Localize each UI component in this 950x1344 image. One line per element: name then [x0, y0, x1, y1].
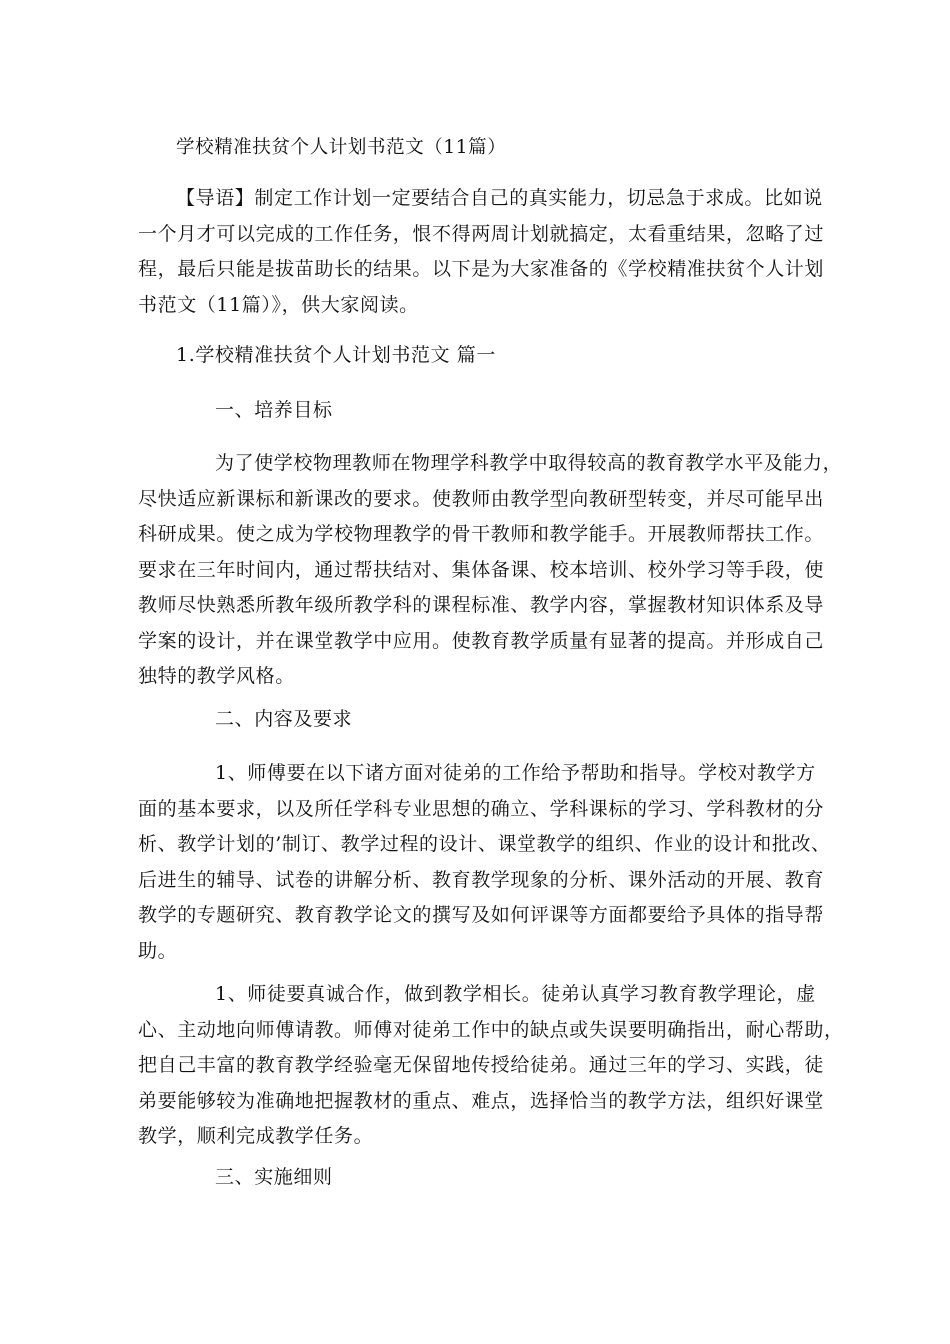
paragraph-line: 教学的专题研究、教育教学论文的撰写及如何评课等方面都要给予具体的指导帮	[138, 904, 825, 926]
paragraph-line: 独特的教学风格。	[138, 665, 295, 687]
paragraph-line: 助。	[138, 939, 178, 962]
article-heading: 1.学校精准扶贫个人计划书范文 篇一	[176, 344, 496, 366]
paragraph-line: 要求在三年时间内，通过帮扶结对、集体备课、校本培训、校外学习等手段，使	[138, 558, 825, 581]
paragraph-line: 科研成果。使之成为学校物理教学的骨干教师和教学能手。开展教师帮扶工作。	[138, 523, 825, 545]
intro-line: 【导语】制定工作计划一定要结合自己的真实能力，切忌急于求成。比如说	[176, 187, 823, 209]
intro-line: 程，最后只能是拔苗助长的结果。以下是为大家准备的《学校精准扶贫个人计划	[138, 258, 825, 280]
paragraph-line: 尽快适应新课标和新课改的要求。使教师由教学型向教研型转变，并尽可能早出	[138, 487, 825, 510]
mentor-guidance-paragraph	[138, 756, 831, 969]
section-heading-content: 二、内容及要求	[215, 708, 353, 730]
paragraph-line: 弟要能够较为准确地把握教材的重点、难点，选择恰当的教学方法，组织好课堂	[138, 1089, 825, 1112]
intro-line: 一个月才可以完成的工作任务，恨不得两周计划就搞定，太看重结果，忽略了过	[138, 222, 825, 245]
paragraph-line: 把自己丰富的教育教学经验毫无保留地传授给徒弟。通过三年的学习、实践，徒	[138, 1054, 825, 1076]
paragraph-line: 心、主动地向师傅请教。师傅对徒弟工作中的缺点或失误要明确指出，耐心帮助，	[138, 1018, 844, 1041]
section-heading-implementation: 三、实施细则	[215, 1166, 333, 1188]
section-heading-goals: 一、培养目标	[215, 399, 333, 421]
paragraph-line: 教学，顺利完成教学任务。	[138, 1125, 374, 1147]
intro-line: 书范文（11篇）》，供大家阅读。	[138, 293, 419, 316]
cooperation-paragraph	[138, 977, 844, 1155]
paragraph-line: 学案的设计，并在课堂教学中应用。使教育教学质量有显著的提高。并形成自己	[138, 629, 825, 652]
paragraph-line: 析、教学计划的’制订、教学过程的设计、课堂教学的组织、作业的设计和批改、	[138, 833, 831, 855]
paragraph-line: 面的基本要求，以及所任学科专业思想的确立、学科课标的学习、学科教材的分	[138, 797, 825, 820]
intro-paragraph	[138, 181, 825, 323]
paragraph-line: 为了使学校物理教师在物理学科教学中取得较高的教育教学水平及能力，	[215, 452, 843, 474]
paragraph-line: 教师尽快熟悉所教年级所教学科的课程标准、教学内容，掌握教材知识体系及导	[138, 594, 825, 616]
document-title: 学校精准扶贫个人计划书范文（11篇）	[176, 137, 507, 158]
paragraph-line: 后进生的辅导、试卷的讲解分析、教育教学现象的分析、课外活动的开展、教育	[138, 868, 825, 891]
paragraph-line: 1、师徒要真诚合作，做到教学相长。徒弟认真学习教育教学理论，虚	[215, 983, 816, 1005]
paragraph-line: 1、师傅要在以下诸方面对徒弟的工作给予帮助和指导。学校对教学方	[215, 762, 816, 784]
goals-paragraph	[138, 446, 843, 695]
